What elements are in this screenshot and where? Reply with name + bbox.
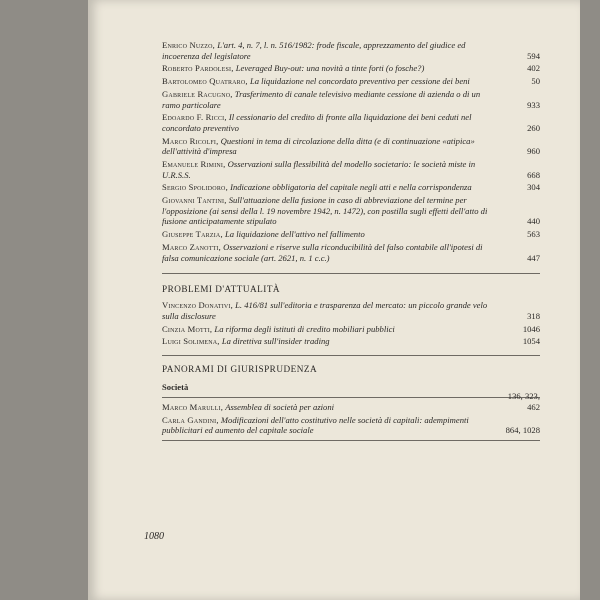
- entry-page-number: 960: [527, 146, 540, 157]
- section-divider: [162, 440, 540, 441]
- contents-list-articles: [162, 40, 540, 263]
- table-of-contents: [162, 40, 540, 445]
- toc-entry: [162, 182, 540, 193]
- entry-title: L. 416/81 sull'editoria e trasparenza del mercato: un piccolo grande velo sulla disclosure: [162, 300, 488, 321]
- toc-entry: [162, 112, 540, 133]
- toc-entry: [162, 415, 540, 436]
- contents-list-problemi: [162, 300, 540, 347]
- entry-author: Cinzia Motti,: [162, 323, 213, 334]
- entry-page-number: 260: [527, 122, 540, 133]
- entry-page-number: 864, 1028: [505, 425, 540, 436]
- entry-page-number: 304: [527, 182, 540, 193]
- entry-page-number: 668: [527, 169, 540, 180]
- entry-page-number: 1054: [522, 336, 540, 347]
- entry-author: Roberto Pardolesi,: [162, 63, 234, 74]
- toc-entry: [162, 229, 540, 240]
- entry-title: Assemblea di società per azioni: [225, 401, 335, 412]
- entry-page-number: 563: [527, 229, 540, 240]
- book-page: [88, 0, 580, 600]
- section-title-problemi: PROBLEMI D'ATTUALITÀ: [162, 284, 281, 295]
- entry-title: La direttiva sull'insider trading: [221, 336, 330, 347]
- entry-page-number: 1046: [522, 323, 540, 334]
- entry-author: Marco Zanotti,: [162, 241, 221, 252]
- entry-title: Questioni in tema di circolazione della ditta (e di continuazione «atipica» dell'attività d'impresa: [162, 135, 475, 157]
- toc-entry: [162, 324, 540, 335]
- entry-page-number: 50: [531, 76, 540, 87]
- entry-author: Emanuele Rimini,: [162, 159, 226, 170]
- toc-entry: [162, 89, 540, 110]
- section-divider: [162, 355, 540, 356]
- entry-author: Edoardo F. Ricci,: [162, 112, 227, 123]
- entry-page-number: 933: [527, 99, 540, 110]
- subsection-title-societa: Società: [162, 381, 189, 392]
- toc-entry: [162, 300, 540, 321]
- subsection-divider: [162, 397, 540, 398]
- entry-page-number: 402: [527, 63, 540, 74]
- entry-author: Gabriele Racugno,: [162, 88, 233, 99]
- entry-author: Bartolomeo Quatraro,: [162, 76, 248, 87]
- entry-title: Indicazione obbligatoria del capitale negli atti e nella corrispondenza: [230, 182, 472, 193]
- entry-page-number: 447: [527, 252, 540, 263]
- entry-author: Luigi Solimena,: [162, 336, 220, 347]
- entry-title: Osservazioni e riserve sulla riconducibilità del falso contabile all'ipotesi di falsa comunicazione sociale (art. 2621, n. 1 c.c.): [162, 241, 483, 263]
- entry-title: Leveraged Buy-out: una novità a tinte forti (o fosche?): [235, 63, 425, 74]
- toc-entry: [162, 242, 540, 263]
- entry-title: Sull'attuazione della fusione in caso di abbreviazione del termine per l'opposizione (ai sensi della l. 19 novembre 1942, n. 1472), con postilla sugli effetti dell'atto di fusione anticipatamente stipulato: [162, 195, 488, 227]
- entry-page-number: 136, 323, 462: [507, 391, 540, 412]
- entry-author: Giovanni Tantini,: [162, 195, 227, 206]
- entry-author: Marco Ricolfi,: [162, 135, 219, 146]
- toc-entry: [162, 63, 540, 74]
- entry-author: Vincenzo Donativi,: [162, 300, 233, 311]
- entry-title: Il cessionario del credito di fronte alla liquidazione dei beni ceduti nel concordato preventivo: [162, 112, 472, 133]
- contents-list-panorami: [162, 391, 540, 436]
- entry-title: Osservazioni sulla flessibilità del modello societario: le società miste in U.R.S.S.: [162, 159, 476, 180]
- section-divider: [162, 273, 540, 274]
- entry-author: Sergio Spolidoro,: [162, 182, 228, 193]
- entry-author: Marco Marulli,: [162, 401, 224, 412]
- toc-entry: [162, 159, 540, 180]
- entry-title: L'art. 4, n. 7, l. n. 516/1982: frode fiscale, apprezzamento del giudice ed incoerenza del legislatore: [162, 40, 466, 61]
- entry-page-number: 318: [527, 310, 540, 321]
- entry-author: Giuseppe Tarzia,: [162, 229, 223, 240]
- toc-entry: [162, 40, 540, 61]
- entry-page-number: 440: [527, 216, 540, 227]
- section-title-panorami: PANORAMI DI GIURISPRUDENZA: [162, 363, 318, 374]
- entry-title: La liquidazione nel concordato preventivo per cessione dei beni: [249, 76, 470, 87]
- entry-author: Carla Gandini,: [162, 414, 219, 425]
- entry-title: La liquidazione dell'attivo nel fallimento: [224, 229, 365, 240]
- toc-entry: [162, 391, 540, 413]
- entry-author: Enrico Nuzzo,: [162, 40, 216, 50]
- toc-entry: [162, 76, 540, 87]
- toc-entry: [162, 195, 540, 227]
- entry-title: Trasferimento di canale televisivo mediante cessione di azienda o di un ramo particolare: [162, 88, 481, 110]
- toc-entry: [162, 336, 540, 347]
- toc-entry: [162, 136, 540, 157]
- entry-title: Modificazioni dell'atto costitutivo nelle società di capitali: adempimenti pubblicitari ed aumento del capitale sociale: [162, 414, 469, 436]
- entry-page-number: 594: [527, 50, 540, 61]
- entry-title: La riforma degli istituti di credito mobiliari pubblici: [214, 323, 395, 334]
- page-number: 1080: [144, 531, 164, 542]
